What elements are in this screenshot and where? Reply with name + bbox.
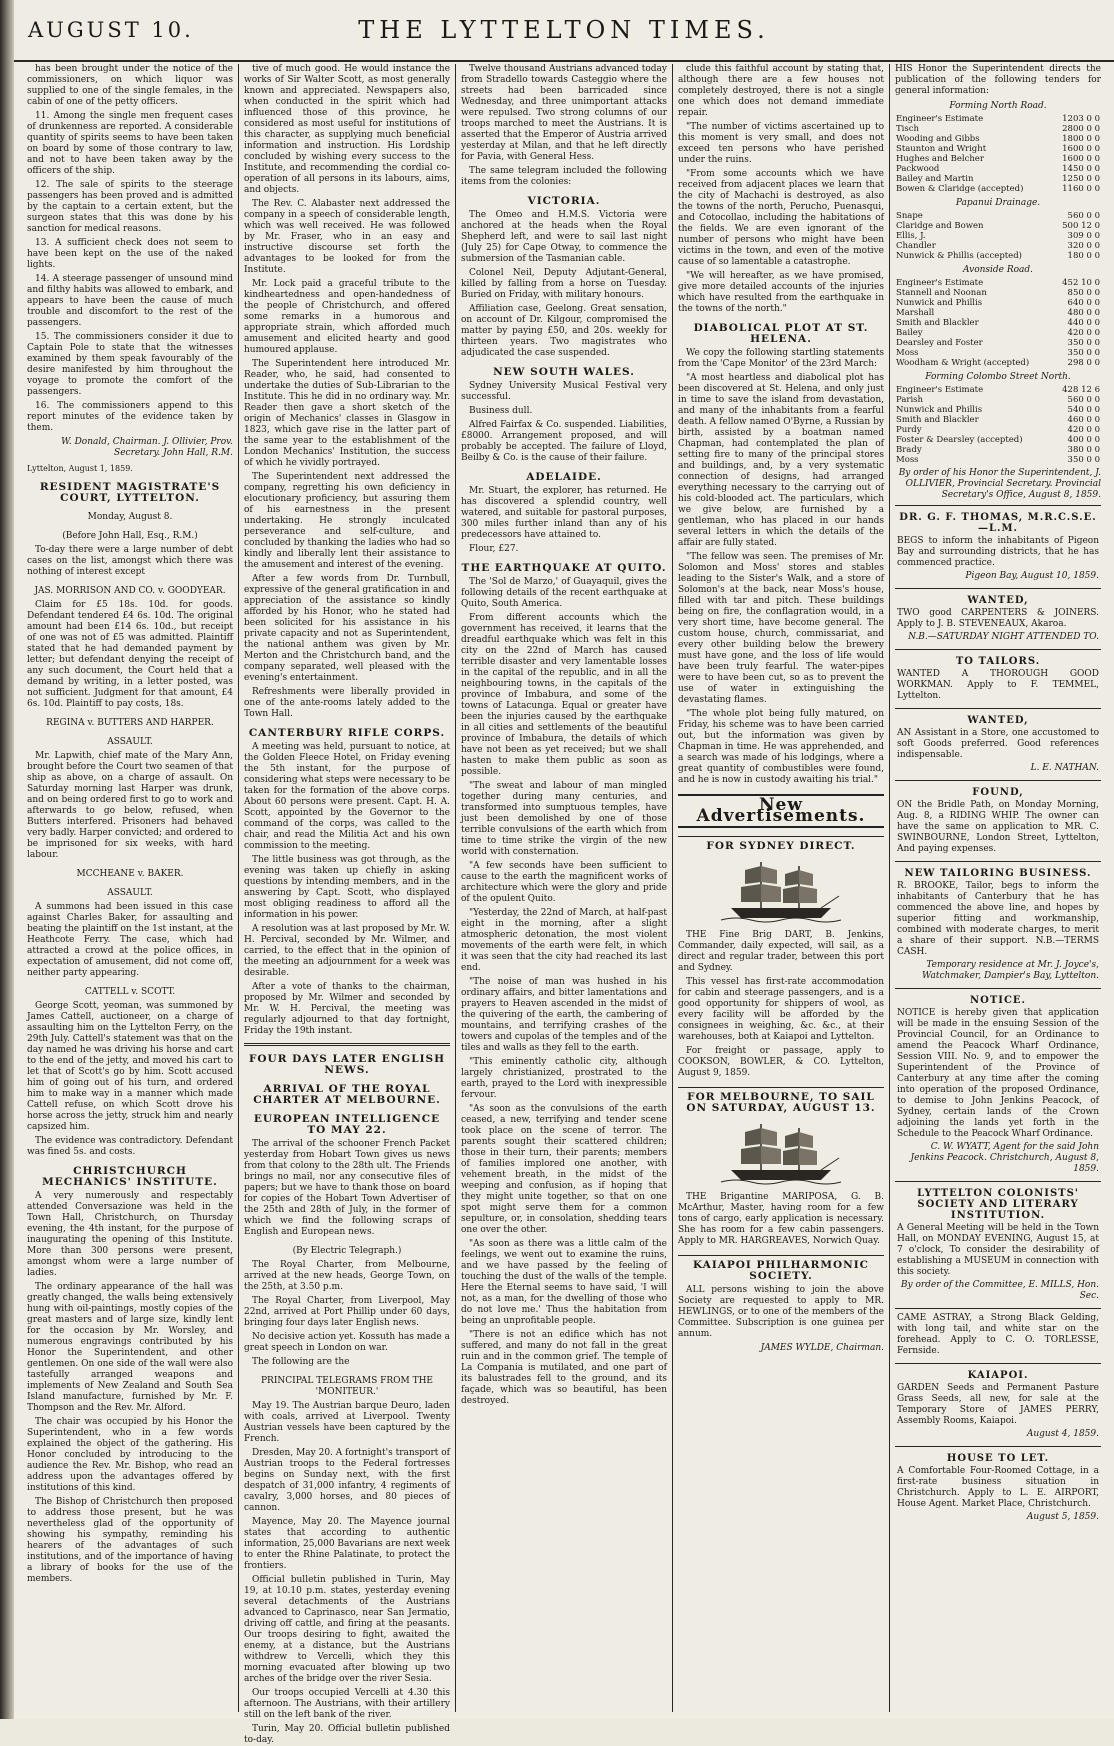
article-paragraph: The chair was occupied by his Honor the Superintendent, who in a few words explained the object of the gathering. His Honor concluded by introducing to the audience the Rev. Mr. Bishop, who read an address upon the advantages offered by institutions of this kind. — [27, 1417, 233, 1493]
tender-amount: 428 12 6 — [1062, 385, 1100, 395]
advertisement-body: GARDEN Seeds and Permanent Pasture Grass Seeds, all new, for sale at the Temporary Store of JAMES PERRY, Assembly Rooms, Kaiapoi. — [897, 1383, 1099, 1426]
advertisement — [895, 988, 1101, 1181]
tender-amount: 400 0 0 — [1067, 435, 1100, 445]
advertisements-banner: New Advertisements. — [678, 794, 884, 828]
column-3 — [456, 64, 673, 1712]
section-heading: ARRIVAL OF THE ROYAL CHARTER AT MELBOURNE. — [253, 1083, 441, 1106]
tender-amount: 380 0 0 — [1067, 445, 1100, 455]
tenderer-name: Tisch — [896, 124, 919, 134]
tender-amount: 1600 0 0 — [1062, 144, 1100, 154]
table-row — [895, 425, 1101, 435]
table-row — [895, 395, 1101, 405]
tender-table — [895, 278, 1101, 368]
tenderer-name: Hughes and Belcher — [896, 154, 984, 164]
section-heading: NEW SOUTH WALES. — [493, 366, 635, 378]
section-subheading: REGINA v. BUTTERS AND HARPER. — [46, 718, 214, 728]
advertisement-body: NOTICE is hereby given that application will be made in the ensuing Session of the Provincial Council, for an Ordinance to amend the Peacock Wharf Ordinance, Session VIII. No. 9, and to empower the Superintendent of the Province of Canterbury at any time after the coming into operation of the proposed Ordinance, to demise to John Jenkins Peacock, of Sydney, certain lands of the Crown adjoining the lands yet forth in the Schedule to the Peacock Wharf Ordinance. — [897, 1008, 1099, 1139]
article-paragraph: We copy the following startling statements from the 'Cape Monitor' of the 23rd March: — [678, 348, 884, 369]
article-paragraph: George Scott, yeoman, was summoned by James Cattell, auctioneer, on a charge of assaulting him on the Lyttelton Ferry, on the 29th July. Cattell's statement was that on the day named he was driving his horse and cart to the end of the jetty, and moved his cart to let that of Scott's go by him. Scott accused him of going out of his turn, and ordered him to make way in a manner which made Cattell refuse, on which Scott drove his horse across the jetty, struck him and nearly capsized him. — [27, 1001, 233, 1132]
article-paragraph: The Superintendent here introduced Mr. Reader, who, he said, had consented to undertake the duties of Sub-Librarian to the Institute. This he did in no ordinary way. Mr. Reader then gave a short sketch of the origin of Mechanics' classes in Glasgow in 1823, which gave rise in the latter part of the same year to the establishment of the London Mechanics' Institution, the success of which he vividly portrayed. — [244, 359, 450, 468]
tenderer-name: Marshall — [896, 308, 935, 318]
tenderer-name: Engineer's Estimate — [896, 114, 984, 124]
tenderer-name: Snape — [896, 211, 923, 221]
section-subheading: ASSAULT. — [107, 737, 153, 747]
column-5 — [890, 64, 1106, 1712]
article-paragraph: "As soon as there was a little calm of the feelings, we went out to examine the ruins, and we have passed by the feeling of touching the dust of the walls of the temple. Here the Eternal seems to have said, 'I will not, as a man, for the dwelling of those who do not love me.' Thus the habitation from being an unprofitable people. — [461, 1239, 667, 1326]
article-paragraph: Affiliation case, Geelong. Great sensation, on account of Dr. Kilgour, compromised the matter by paying £50, and 20s. weekly for thirteen years. Two magistrates who adjudicated the case suspended. — [461, 304, 667, 358]
tenderer-name: Staunton and Wright — [896, 144, 987, 154]
tender-amount: 500 12 0 — [1062, 221, 1100, 231]
section-heading: CANTERBURY RIFLE CORPS. — [248, 727, 446, 739]
columns — [22, 64, 1106, 1745]
signature: L. E. NATHAN. — [1030, 763, 1099, 773]
signature: W. Donald, Chairman. J. Ollivier, Prov. Secretary. John Hall, R.M. — [61, 437, 233, 458]
table-row — [895, 231, 1101, 241]
advertisement-body: ON the Bridle Path, on Monday Morning, Aug. 8, a RIDING WHIP. The owner can have the same on application to MR. C. SWINBOURNE, London Street, Lyttelton, And paying expenses. — [897, 800, 1099, 854]
tender-amount: 480 0 0 — [1067, 308, 1100, 318]
tender-section-title: Forming Colombo Street North. — [925, 372, 1071, 382]
article-paragraph: Flour, £27. — [469, 544, 519, 554]
tenderer-name: Engineer's Estimate — [896, 385, 984, 395]
tenderer-name: Packwood — [896, 164, 940, 174]
advertisement-body: THE Brigantine MARIPOSA, G. B. McArthur, Master, having room for a few tons of cargo, early application is necessary. She has room for a few cabin passengers. Apply to MR. HARGREAVES, Norwich Quay. — [678, 1192, 884, 1246]
article-paragraph: The Royal Charter, from Liverpool, May 22nd, arrived at Port Phillip under 60 days, bringing four days later English news. — [244, 1296, 450, 1328]
table-row — [895, 445, 1101, 455]
article-paragraph: Turin, May 20. Official bulletin published to-day. — [244, 1724, 450, 1745]
tenderer-name: Stannell and Noonan — [896, 288, 987, 298]
tender-amount: 560 0 0 — [1067, 395, 1100, 405]
table-row — [895, 415, 1101, 425]
article-paragraph: Our troops occupied Vercelli at 4.30 this afternoon. The Austrians, with their artillery still on the left bank of the river. — [244, 1688, 450, 1720]
signature: C. W. WYATT, Agent for the said John Jenkins Peacock. Christchurch, August 8, 1859. — [910, 1142, 1099, 1174]
column-2 — [239, 64, 456, 1745]
tender-table — [895, 114, 1101, 194]
tenderer-name: Moss — [896, 455, 919, 465]
tenderer-name: Bowen & Claridge (accepted) — [896, 184, 1024, 194]
table-row — [895, 114, 1101, 124]
advertisement-title: WANTED, — [967, 595, 1029, 606]
signature: By order of the Committee, E. MILLS, Hon. Sec. — [900, 1280, 1099, 1301]
masthead-title: THE LYTTELTON TIMES. — [358, 16, 770, 44]
advertisement — [895, 1446, 1101, 1529]
article-paragraph: "The whole plot being fully matured, on Friday, his scheme was to have been carried out, but the information was given by Chapman in time. He was apprehended, and a search was made of his lodgings, where a great quantity of combustibles were found, and he is now in custody awaiting his trial." — [678, 709, 884, 785]
tender-amount: 420 0 0 — [1067, 328, 1100, 338]
table-row — [895, 298, 1101, 308]
tenderer-name: Bailey and Martin — [896, 174, 974, 184]
tender-amount: 640 0 0 — [1067, 298, 1100, 308]
table-row — [895, 251, 1101, 261]
tender-amount: 350 0 0 — [1067, 338, 1100, 348]
advertisement-body: BEGS to inform the inhabitants of Pigeon Bay and surrounding districts, that he has commenced practice. — [897, 536, 1099, 568]
dateline: Lyttelton, August 1, 1859. — [27, 464, 133, 473]
tenders-intro: HIS Honor the Superintendent directs the publication of the following tenders for general information: — [895, 64, 1101, 96]
table-row — [895, 348, 1101, 358]
tenderer-name: Claridge and Bowen — [896, 221, 984, 231]
advertisement-body: WANTED A THOROUGH GOOD WORKMAN. Apply to F. TEMMEL, Lyttelton. — [897, 669, 1099, 701]
article-paragraph: "The sweat and labour of man mingled together during many centuries, and transformed into sumptuous temples, have just been demolished by one of those terrible convulsions of the earth which from time to time strike the virgin of the new world with consternation. — [461, 781, 667, 857]
tender-amount: 350 0 0 — [1067, 348, 1100, 358]
section-heading: ADELAIDE. — [526, 471, 602, 483]
tender-amount: 1800 0 0 — [1062, 134, 1100, 144]
article-paragraph: "From some accounts which we have received from adjacent places we learn that the city of Machachi is destroyed, as also the towns of the north, Perucho, Puenasqui, and Cotocollao, including the habitations of the fields. We are even ignorant of the number of persons who might have been victims in the town, and even of the motive cause of so lamentable a catastrophe. — [678, 169, 884, 267]
article-paragraph: The ordinary appearance of the hall was greatly changed, the walls being extensively hung with oil-paintings, mostly copies of the great masters and of large size, kindly lent for the occasion by Mr. Worsley, and numerous engravings contributed by his Honor the Superintendent, and other gentlemen. On one side of the wall were also tastefully arranged weapons and implements of New Zealand and South Sea Island manufacture, furnished by Mr. F. Thompson and the Rev. Mr. Alford. — [27, 1282, 233, 1413]
tender-amount: 1250 0 0 — [1062, 174, 1100, 184]
advertisement-body: For freight or passage, apply to COOKSON, BOWLER, & CO. Lyttelton, August 9, 1859. — [678, 1046, 884, 1078]
section-subheading: JAS. MORRISON AND CO. v. GOODYEAR. — [34, 586, 226, 596]
article-paragraph: 16. The commissioners append to this report minutes of the evidence taken by them. — [27, 401, 233, 433]
table-row — [895, 308, 1101, 318]
article-paragraph: has been brought under the notice of the commissioners, on which liquor was supplied to one of the single females, in the cabin of one of the petty officers. — [27, 64, 233, 107]
section-subheading: MCCHEANE v. BAKER. — [76, 869, 184, 879]
table-row — [895, 154, 1101, 164]
advertisement — [895, 649, 1101, 708]
tenderer-name: Ellis, J. — [896, 231, 926, 241]
tenderer-name: Wooding and Gibbs — [896, 134, 980, 144]
table-row — [895, 278, 1101, 288]
tender-amount: 1203 0 0 — [1062, 114, 1100, 124]
tenderer-name: Brady — [896, 445, 922, 455]
article-paragraph: 13. A sufficient check does not seem to have been kept on the use of the naked lights. — [27, 238, 233, 270]
column-1 — [22, 64, 239, 1712]
tender-amount: 540 0 0 — [1067, 405, 1100, 415]
article-paragraph: The Omeo and H.M.S. Victoria were anchored at the heads when the Royal Shepherd left, and were to sail last night (July 25) for Cape Otway, to commence the submersion of the Tasmanian cable. — [461, 210, 667, 264]
signature: Temporary residence at Mr. J. Joyce's, Watchmaker, Dampier's Bay, Lyttelton. — [922, 960, 1099, 981]
advertisement-body: THE Fine Brig DART, B. Jenkins, Commander, daily expected, will sail, as a direct and regular trader, between this port and Sydney. — [678, 930, 884, 973]
table-row — [895, 455, 1101, 465]
advertisement-title: LYTTELTON COLONISTS' SOCIETY AND LITERARY INSTITUTION. — [917, 1188, 1079, 1221]
binding-edge — [0, 0, 14, 1719]
article-paragraph: clude this faithful account by stating that, although there are a few houses not completely destroyed, there is not a single one which does not demand immediate repair. — [678, 64, 884, 118]
signature: August 4, 1859. — [1026, 1429, 1099, 1439]
article-paragraph: Mr. Lock paid a graceful tribute to the kindheartedness and open-handedness of the people of Christchurch, and offered some remarks in a humorous and appropriate strain, which afforded much amusement and elicited hearty and good humoured applause. — [244, 279, 450, 355]
table-row — [895, 358, 1101, 368]
advertisement-body: ALL persons wishing to join the above Society are requested to apply to MR. HEWLINGS, or to one of the members of the Committee. Subscription is one guinea per annum. — [678, 1285, 884, 1339]
section-subheading: PRINCIPAL TELEGRAMS FROM THE 'MONITEUR.' — [261, 1376, 433, 1397]
signature: By order of his Honor the Superintendent, J. OLLIVIER, Provincial Secretary. Provincial Secretary's Office, August 8, 1859. — [898, 468, 1101, 500]
advertisement-body: A Comfortable Four-Roomed Cottage, in a first-rate business situation in Christchurch. Apply to L. E. AIRPORT, House Agent. Market Place, Christchurch. — [897, 1466, 1099, 1509]
tender-section-title: Papanui Drainage. — [955, 198, 1041, 208]
article-paragraph: Sydney University Musical Festival very successful. — [461, 381, 667, 402]
table-row — [895, 184, 1101, 194]
section-heading: RESIDENT MAGISTRATE'S COURT, LYTTELTON. — [39, 481, 221, 504]
advertisement — [895, 780, 1101, 861]
article-paragraph: May 19. The Austrian barque Deuro, laden with coals, arrived at Liverpool. Twenty Austrian vessels have been captured by the French. — [244, 1401, 450, 1444]
section-heading: EUROPEAN INTELLIGENCE TO MAY 22. — [253, 1113, 441, 1136]
article-paragraph: A resolution was at last proposed by Mr. W. H. Percival, seconded by Mr. Wilmer, and carried, to the effect that in the opinion of the meeting an adjournment for a week was desirable. — [244, 924, 450, 978]
tenderer-name: Chandler — [896, 241, 936, 251]
article-paragraph: The Superintendent next addressed the company, regretting his own deficiency in elocutionary proficiency, but assuring them of his earnestness in the present undertaking. He strongly inculcated perseverance and self-culture, and concluded by thanking the ladies who had so kindly and liberally lent their assistance to the amusement and interest of the evening. — [244, 472, 450, 570]
advertisement — [895, 588, 1101, 649]
article-paragraph: Mr. Lapwith, chief mate of the Mary Ann, brought before the Court two seamen of that ship as above, on a charge of assault. On Saturday morning last Harper was drunk, and on being ordered first to go to work and afterwards to go below, refused, when Butters interfered. Prisoners had behaved very badly. Harper convicted; and ordered to be imprisoned for six weeks, with hard labour. — [27, 751, 233, 860]
table-row — [895, 328, 1101, 338]
article-paragraph: "The fellow was seen. The premises of Mr. Solomon and Moss' stores and stables leading to the Sister's Walk, and a store of Solomon's at the back, near Moss's house, filled with tar and pitch. These buildings being on fire, the conflagration would, in a very short time, have become general. The custom house, church, commissariat, and every other building below the brewery must have gone, and the loss of life would have been truly fearful. The water-pipes were to have been cut, so as to prevent the use of water in extinguishing the devastating flames. — [678, 552, 884, 705]
advertisement-title: HOUSE TO LET. — [946, 1453, 1050, 1464]
advertisement-body: CAME ASTRAY, a Strong Black Gelding, with long tail, and white star on the forehead. Apply to C. O. TORLESSE, Fernside. — [897, 1313, 1099, 1356]
tender-amount: 420 0 0 — [1067, 425, 1100, 435]
advertisement-body: R. BROOKE, Tailor, begs to inform the inhabitants of Canterbury that he has commenced the above line, and hopes by superior fitting and workmanship, combined with moderate charges, to merit a share of their support. N.B.—TERMS CASH. — [897, 881, 1099, 957]
tender-amount: 452 10 0 — [1062, 278, 1100, 288]
table-row — [895, 174, 1101, 184]
article-paragraph: The Rev. C. Alabaster next addressed the company in a speech of considerable length, which was well received. He was followed by Mr. Fraser, who in an easy and instructive discourse set forth the advantages to be looked for from the Institute. — [244, 199, 450, 275]
tender-amount: 298 0 0 — [1067, 358, 1100, 368]
advertisement — [895, 1308, 1101, 1363]
tenderer-name: Nunwick and Phillis — [896, 298, 983, 308]
tender-section-title: Forming North Road. — [949, 101, 1047, 111]
advertisement-title: FOR SYDNEY DIRECT. — [678, 836, 884, 852]
advertisement-title: KAIAPOI PHILHARMONIC SOCIETY. — [678, 1255, 884, 1282]
advertisement-title: FOR MELBOURNE, TO SAIL ON SATURDAY, AUGUST 13. — [678, 1087, 884, 1114]
article-paragraph: Claim for £5 18s. 10d. for goods. Defendant tendered £4 6s. 10d. The original amount had been £14 6s. 10d., but receipt of one was not of £5 was admitted. Plaintiff stated that he had demanded payment by letter; but defendant denying the receipt of any such document, the Court held that a demand by writing, in a letter posted, was not sufficient. Judgment for that amount, £4 6s. 10d. Plaintiff to pay costs, 18s. — [27, 600, 233, 709]
tender-table — [895, 211, 1101, 261]
article-paragraph: The 'Sol de Marzo,' of Guayaquil, gives the following details of the recent earthquake at Quito, South America. — [461, 577, 667, 609]
article-paragraph: 12. The sale of spirits to the steerage passengers has been proved and is admitted by the captain to a certain extent, but the surgeon states that this was done by his sanction for medical reasons. — [27, 180, 233, 234]
table-row — [895, 134, 1101, 144]
column-4 — [673, 64, 890, 1712]
tender-amount: 1600 0 0 — [1062, 154, 1100, 164]
section-heading: CHRISTCHURCH MECHANICS' INSTITUTE. — [42, 1165, 218, 1188]
article-paragraph: "The noise of man was hushed in his ordinary affairs, and bitter lamentations and prayers to Heaven ascended in the midst of the quivering of the earth, the cambering of mountains, and terrifying crashes of the towers and cupolas of the temples and of the tiles and walls as they fell to the earth. — [461, 977, 667, 1053]
article-paragraph: Business dull. — [469, 406, 533, 416]
article-paragraph: Twelve thousand Austrians advanced today from Stradello towards Casteggio where the streets had been barricaded since Wednesday, and three unimportant attacks were repulsed. Two strong columns of our troops marched to meet the Austrians. It is asserted that the Emperor of Austria arrived yesterday at Milan, and that he left directly for Pavia, with General Hess. — [461, 64, 667, 162]
tenderer-name: Smith and Blackler — [896, 318, 979, 328]
article-paragraph: To-day there were a large number of debt cases on the list, amongst which there was nothing of interest except — [27, 545, 233, 577]
tenderer-name: Purdy — [896, 425, 922, 435]
double-rule — [244, 1043, 450, 1046]
article-paragraph: "As soon as the convulsions of the earth ceased, a new, terrifying and tender scene took place on the scene of terror. The parents sought their scattered children; those in their turn, their parents; members of families implored one another, with vehement breath, in the midst of the weeping and confusion, as if hoping that they might unite together, so that on one spot might serve them for a common sepulture, or, in consolation, shedding tears one over the other. — [461, 1104, 667, 1235]
ship-illustration-icon — [721, 856, 841, 926]
article-paragraph: Mr. Stuart, the explorer, has returned. He has discovered a splendid country, well watered, and suitable for pastoral purposes, 300 miles further inland than any of his predecessors have attained to. — [461, 486, 667, 540]
table-row — [895, 144, 1101, 154]
advertisement-body: This vessel has first-rate accommodation for cabin and steerage passengers, and is a good opportunity for shippers of wool, as every facility will be afforded by the consignees in weighing, &c. &c., at their warehouses, both at Kaiapoi and Lyttelton. — [678, 977, 884, 1042]
article-paragraph: From different accounts which the government has received, it learns that the dreadful earthquake which was felt in this city on the 22nd of March has caused terrible disaster and very lamentable losses in the capital of the republic, and in all the neighbouring towns, in the capitals of the province of Imbabura, and some of the towns of Latacunga. Equal or greater have been the injuries caused by the earthquake in all cities and settlements of the beautiful province of Imbabura, the details of which have not been as yet received; but we shall hasten to make them public as soon as possible. — [461, 613, 667, 777]
article-paragraph: "A few seconds have been sufficient to cause to the earth the magnificent works of architecture which were the glory and pride of the opulent Quito. — [461, 861, 667, 904]
table-row — [895, 318, 1101, 328]
tender-table — [895, 385, 1101, 465]
article-paragraph: tive of much good. He would instance the works of Sir Walter Scott, as most generally known and appreciated. Newspapers also, when conducted in the spirit which had influenced those of this province, he considered as most useful for institutions of this character, as supplying much beneficial information and instruction. His Lordship concluded by wishing every success to the Institute, and recommending the cordial co-operation of all persons in its labours, aims, and objects. — [244, 64, 450, 195]
article-paragraph: "The number of victims ascertained up to this moment is very small, and does not exceed ten persons who have perished under the ruins. — [678, 122, 884, 165]
tenderer-name: Woodham & Wright (accepted) — [896, 358, 1030, 368]
advertisement — [895, 1363, 1101, 1446]
table-row — [895, 241, 1101, 251]
section-heading: FOUR DAYS LATER ENGLISH NEWS. — [248, 1053, 446, 1076]
section-heading: THE EARTHQUAKE AT QUITO. — [461, 562, 667, 574]
tender-amount: 309 0 0 — [1067, 231, 1100, 241]
tenderer-name: Dearsley and Foster — [896, 338, 983, 348]
advertisement — [895, 708, 1101, 780]
tenderer-name: Smith and Blackler — [896, 415, 979, 425]
article-paragraph: A meeting was held, pursuant to notice, at the Golden Fleece Hotel, on Friday evening the 5th instant, for the purpose of considering what steps were necessary to be taken for the formation of the above corps. About 60 persons were present. Capt. H. A. Scott, appointed by the Governor to the command of the corps, was called to the chair, and read the Militia Act and his own commission to the meeting. — [244, 742, 450, 851]
table-row — [895, 211, 1101, 221]
advertisement-body: A General Meeting will be held in the Town Hall, on MONDAY EVENING, August 15, at 7 o'clock, To consider the desirability of establishing a MUSEUM in connection with this society. — [897, 1223, 1099, 1277]
advertisement-body: TWO good CARPENTERS & JOINERS. Apply to J. B. STEVENEAUX, Akaroa. — [897, 608, 1099, 629]
article-paragraph: Dresden, May 20. A fortnight's transport of Austrian troops to the Federal fortresses begins on Sunday next, with the first despatch of 31,000 infantry, 4 regiments of cavalry, 3,000 horses, and 80 pieces of cannon. — [244, 1448, 451, 1513]
tenderer-name: Nunwick and Phillis — [896, 405, 983, 415]
article-paragraph: 11. Among the single men frequent cases of drunkenness are reported. A considerable quantity of spirits seems to have been taken on board by some of those contrary to law, and not to have been taken away by the officers of the ship. — [27, 111, 233, 176]
section-heading: DIABOLICAL PLOT AT ST. HELENA. — [693, 322, 869, 345]
tender-amount: 1450 0 0 — [1062, 164, 1100, 174]
article-paragraph: 14. A steerage passenger of unsound mind and filthy habits was allowed to embark, and appears to have been the cause of much trouble and discomfort to the rest of the passengers. — [27, 274, 233, 328]
article-paragraph: After a vote of thanks to the chairman, proposed by Mr. Wilmer and seconded by Mr. W. H. Percival, the meeting was regularly adjourned to that day fortnight, Friday the 19th instant. — [244, 982, 450, 1036]
article-paragraph: A very numerously and respectably attended Conversazione was held in the Town Hall, Christchurch, on Thursday evening, the 4th instant, for the purpose of inaugurating the opening of this Institute. More than 300 persons were present, amongst whom were a large number of ladies. — [27, 1191, 233, 1278]
tender-amount: 320 0 0 — [1067, 241, 1100, 251]
table-row — [895, 288, 1101, 298]
tenderer-name: Moss — [896, 348, 919, 358]
ship-illustration-icon — [721, 1118, 841, 1188]
article-paragraph: Alfred Fairfax & Co. suspended. Liabilities, £8000. Arrangement proposed, and will probably be accepted. The failure of Lloyd, Beilby & Co. is the cause of their failure. — [461, 420, 667, 463]
article-paragraph: "Yesterday, the 22nd of March, at half-past eight in the morning, after a slight atmospheric detonation, the most violent movements of the earth were felt, in which it was seen that the city had reached its last end. — [461, 908, 667, 973]
article-paragraph: After a few words from Dr. Turnbull, expressive of the general gratification in and appreciation of the assistance so kindly afforded by his Honor, who he stated had been solicited for his assistance in his private capacity and not as Superintendent, the national anthem was given by Mr. Merton and the Christchurch band, and the company separated, well pleased with the evening's entertainment. — [244, 574, 450, 683]
article-paragraph: Refreshments were liberally provided in one of the ante-rooms lately added to the Town Hall. — [244, 687, 450, 719]
tenderer-name: Bailey — [896, 328, 923, 338]
masthead — [14, 0, 1114, 62]
table-row — [895, 164, 1101, 174]
table-row — [895, 338, 1101, 348]
article-paragraph: "We will hereafter, as we have promised, give more detailed accounts of the injuries which have resulted from the earthquake in the towns of the north." — [678, 271, 884, 314]
table-row — [895, 221, 1101, 231]
article-paragraph: A summons had been issued in this case against Charles Baker, for assaulting and beating the plaintiff on the 1st instant, at the Heathcote Ferry. The case, which had attracted a crowd at the police offices, in expectation of amusement, did not come off, neither party appearing. — [27, 902, 233, 978]
advertisement — [895, 861, 1101, 988]
tender-amount: 180 0 0 — [1067, 251, 1100, 261]
article-paragraph: "A most heartless and diabolical plot has been discovered at St. Helena, and only just in time to save the island from devastation, and many of the inhabitants from a fearful death. A fellow named O'Byrne, a Russian by birth, assisted by a boatman named Chapman, had contemplated the plan of setting fire to many of the principal stores and buildings, and, by a very systematic connection of designs, had arranged everything necessary to the carrying out of his cold-blooded act. The particulars, which we give below, are furnished by a gentleman, who has placed in our hands several letters in which the details of the affair are fully stated. — [678, 373, 884, 548]
article-paragraph: "There is not an edifice which has not suffered, and many do not fall in the great ruin and in the common grief. The temple of La Compania is mutilated, and one part of its balustrades fell to the ground, and its façade, which was so beautiful, has been destroyed. — [461, 1330, 667, 1406]
tender-amount: 440 0 0 — [1067, 318, 1100, 328]
advertisement-title: TO TAILORS. — [955, 656, 1041, 667]
tender-amount: 460 0 0 — [1067, 415, 1100, 425]
masthead-date: AUGUST 10. — [28, 18, 194, 42]
article-paragraph: "This eminently catholic city, although largely christianized, prostrated to the earth, prayed to the Lord with inexpressible fervour. — [461, 1057, 667, 1100]
tender-amount: 2800 0 0 — [1062, 124, 1100, 134]
table-row — [895, 435, 1101, 445]
article-paragraph: No decisive action yet. Kossuth has made a great speech in London on war. — [244, 1332, 450, 1353]
advertisement-title: NOTICE. — [969, 995, 1027, 1006]
tender-amount: 850 0 0 — [1067, 288, 1100, 298]
section-subheading: (Before John Hall, Esq., R.M.) — [62, 531, 198, 541]
table-row — [895, 385, 1101, 395]
article-paragraph: The same telegram included the following items from the colonies: — [461, 166, 667, 187]
section-subheading: ASSAULT. — [107, 888, 153, 898]
article-paragraph: The little business was got through, as the evening was taken up chiefly in asking questions by intending members, and in the answering by Capt. Scott, who displayed most obliging readiness to afford all the information in his power. — [244, 855, 450, 920]
advertisement-title: FOUND, — [972, 787, 1024, 798]
advertisement — [895, 1181, 1101, 1308]
signature: JAMES WYLDE, Chairman. — [760, 1343, 884, 1353]
tender-amount: 1160 0 0 — [1062, 184, 1100, 194]
tenderer-name: Engineer's Estimate — [896, 278, 984, 288]
signature: August 5, 1859. — [1026, 1512, 1099, 1522]
article-paragraph: Official bulletin published in Turin, May 19, at 10.10 p.m. states, yesterday evening several detachments of the Austrians advanced to Caprinasco, near San Jermatio, driving off cattle, and firing at the peasants. Our troops desiring to fight, awaited the enemy, at a distance, but the Austrians withdrew to Vercelli, which they this morning evacuated after blowing up two arches of the bridge over the river Sesia. — [244, 1575, 450, 1684]
article-paragraph: 15. The commissioners consider it due to Captain Pole to state that the witnesses examined by them speak favourably of the desire manifested by him throughout the voyage to promote the comfort of the passengers. — [27, 332, 233, 397]
tender-amount: 560 0 0 — [1067, 211, 1100, 221]
section-heading: VICTORIA. — [527, 195, 601, 207]
advertisement — [895, 505, 1101, 588]
article-paragraph: The evidence was contradictory. Defendant was fined 5s. and costs. — [27, 1136, 233, 1157]
tenderer-name: Foster & Dearsley (accepted) — [896, 435, 1023, 445]
tender-section-title: Avonside Road. — [962, 265, 1034, 275]
article-paragraph: Mayence, May 20. The Mayence journal states that according to authentic information, 25,000 Bavarians are next week to enter the Rhine Palatinate, to protect the frontiers. — [244, 1517, 451, 1571]
article-paragraph: Colonel Neil, Deputy Adjutant-General, killed by falling from a horse on Tuesday. Buried on Friday, with military honours. — [461, 268, 667, 300]
signature: N.B.—SATURDAY NIGHT ATTENDED TO. — [908, 632, 1099, 642]
article-paragraph: The following are the — [252, 1357, 350, 1367]
section-subheading: Monday, August 8. — [87, 512, 173, 522]
advertisement-body: AN Assistant in a Store, one accustomed to soft Goods preferred. Good references indispensable. — [897, 728, 1099, 760]
tenderer-name: Parish — [896, 395, 924, 405]
advertisement-title: NEW TAILORING BUSINESS. — [904, 868, 1092, 879]
table-row — [895, 124, 1101, 134]
article-paragraph: The arrival of the schooner French Packet yesterday from Hobart Town gives us news from that colony to the 28th ult. The Friends brings no mail, nor any consecutive files of papers; but we have to thank those on board for copies of the Hobart Town Advertiser of the 25th and 28th of July, in the former of which we find the following scraps of English and European news. — [244, 1139, 450, 1237]
advertisement-title: DR. G. F. THOMAS, M.R.C.S.E.—L.M. — [899, 512, 1097, 534]
tenderer-name: Nunwick & Phillis (accepted) — [896, 251, 1022, 261]
article-paragraph: The Bishop of Christchurch then proposed to address those present, but he was nevertheless glad of the opportunity of showing his sympathy, reminding his hearers of the advantages of such institutions, and of the importance of having a library of books for the use of the members. — [27, 1497, 233, 1584]
advertisement-title: KAIAPOI. — [967, 1370, 1029, 1381]
advertisement-title: WANTED, — [967, 715, 1029, 726]
table-row — [895, 405, 1101, 415]
signature: Pigeon Bay, August 10, 1859. — [965, 571, 1099, 581]
article-paragraph: The Royal Charter, from Melbourne, arrived at the new heads, George Town, on the 25th, at 3.50 p.m. — [244, 1260, 450, 1292]
section-subheading: (By Electric Telegraph.) — [292, 1246, 402, 1256]
tender-amount: 350 0 0 — [1067, 455, 1100, 465]
section-subheading: CATTELL v. SCOTT. — [84, 987, 176, 997]
